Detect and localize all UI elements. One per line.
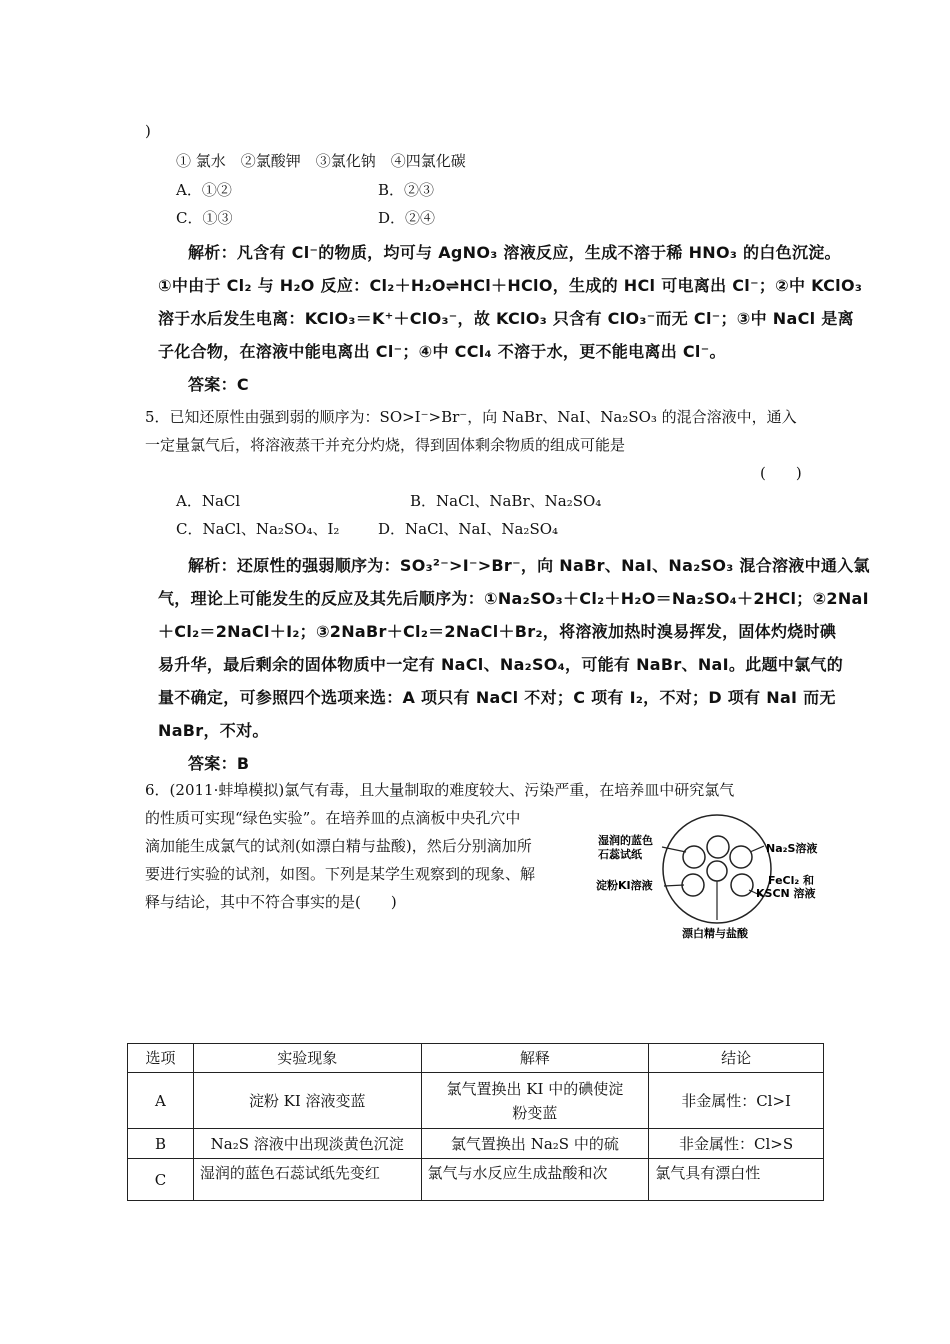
q5-analysis-line: ＋Cl₂＝2NaCl＋I₂；③2NaBr＋Cl₂＝2NaCl＋Br₂，将溶液加热时溴易挥发，固体灼烧时碘 [158, 622, 837, 641]
q4-option-a: A．①② [176, 181, 232, 199]
q4-option-b: B．②③ [378, 181, 435, 199]
q5-option-c: C．NaCl、Na₂SO₄、I₂ [176, 520, 340, 538]
table-header: 选项 [128, 1044, 194, 1073]
q4-option-d: D．②④ [378, 209, 436, 227]
q5-answer: 答案：B [188, 754, 250, 773]
table-header-row [128, 1044, 824, 1073]
table-cell: A [128, 1073, 194, 1129]
petri-dish-diagram [596, 810, 836, 942]
table-cell: C [128, 1159, 194, 1201]
q5-analysis-line: 解析：还原性的强弱顺序为：SO₃²⁻>I⁻>Br⁻，向 NaBr、NaI、Na₂SO₃ 混合溶液中通入氯 [188, 556, 870, 575]
well-top-left [707, 836, 729, 858]
table-cell: 氯气置换出 KI 中的碘使淀粉变蓝 [421, 1073, 649, 1129]
q5-option-a: A．NaCl [176, 492, 241, 510]
q5-analysis-line: 气，理论上可能发生的反应及其先后顺序为：①Na₂SO₃＋Cl₂＋H₂O＝Na₂SO₄＋2HCl；②2NaI [158, 589, 869, 608]
q5-answer-bracket: ( ) [760, 464, 802, 482]
table-cell: 淀粉 KI 溶液变蓝 [193, 1073, 421, 1129]
q4-analysis-line: 解析：凡含有 Cl⁻的物质，均可与 AgNO₃ 溶液反应，生成不溶于稀 HNO₃ 的白色沉淀。 [188, 243, 841, 262]
table-cell: 非金属性：Cl>I [649, 1073, 824, 1129]
table-row [128, 1159, 824, 1201]
q4-analysis-line: ①中由于 Cl₂ 与 H₂O 反应：Cl₂＋H₂O⇌HCl＋HClO，生成的 HCl 可电离出 Cl⁻；②中 KClO₃ [158, 276, 863, 295]
table-cell: 氯气具有漂白性 [649, 1159, 824, 1201]
well-bottom-left [682, 874, 704, 896]
q4-analysis-line: 溶于水后发生电离：KClO₃＝K⁺＋ClO₃⁻，故 KClO₃ 只含有 ClO₃⁻而无 Cl⁻；③中 NaCl 是离 [158, 309, 854, 328]
diagram-label-starch-ki: 淀粉KI溶液 [596, 879, 653, 892]
table-header: 解释 [421, 1044, 649, 1073]
q5-stem-line: 一定量氯气后，将溶液蒸干并充分灼烧，得到固体剩余物质的组成可能是 [145, 436, 626, 454]
well-bottom-right [731, 874, 753, 896]
well-middle [707, 861, 727, 881]
q4-analysis-line: 子化合物，在溶液中能电离出 Cl⁻；④中 CCl₄ 不溶于水，更不能电离出 Cl⁻。 [158, 342, 726, 361]
table-header: 实验现象 [193, 1044, 421, 1073]
q5-analysis-line: 易升华，最后剩余的固体物质中一定有 NaCl、Na₂SO₄，可能有 NaBr、NaI。此题中氯气的 [158, 655, 843, 674]
q4-bracket-tail: ) [145, 122, 151, 140]
q6-stem-line: 要进行实验的试剂，如图。下列是某学生观察到的现象、解 [145, 865, 536, 883]
table-cell: 氯气置换出 Na₂S 中的硫 [421, 1129, 649, 1159]
diagram-label-litmus: 湿润的蓝色 [598, 834, 653, 847]
q4-items: ① 氯水 ②氯酸钾 ③氯化钠 ④四氯化碳 [176, 152, 466, 170]
table-row [128, 1129, 824, 1159]
q6-stem-line: 滴加能生成氯气的试剂(如漂白精与盐酸)，然后分别滴加所 [145, 837, 532, 855]
q4-answer: 答案：C [188, 375, 249, 394]
diagram-label-na2s: Na₂S溶液 [766, 842, 818, 855]
q6-stem-line: 释与结论，其中不符合事实的是( ) [145, 893, 397, 911]
diagram-label-litmus: 石蕊试纸 [598, 848, 642, 861]
q5-stem-line: 5．已知还原性由强到弱的顺序为：SO>I⁻>Br⁻，向 NaBr、NaI、Na₂SO₃ 的混合溶液中，通入 [145, 408, 797, 426]
q5-analysis-line: NaBr，不对。 [158, 721, 269, 740]
q5-option-b: B．NaCl、NaBr、Na₂SO₄ [410, 492, 602, 510]
well-center [730, 846, 752, 868]
diagram-label-kscn: KSCN 溶液 [756, 887, 816, 900]
results-table [127, 1043, 824, 1201]
q5-option-d: D．NaCl、NaI、Na₂SO₄ [378, 520, 559, 538]
table-row [128, 1073, 824, 1129]
diagram-label-fecl2: FeCl₂ 和 [768, 874, 815, 887]
diagram-label-bleach-acid: 漂白精与盐酸 [682, 927, 748, 940]
table-cell: Na₂S 溶液中出现淡黄色沉淀 [193, 1129, 421, 1159]
q6-stem-line: 6．(2011·蚌埠模拟)氯气有毒，且大量制取的难度较大、污染严重，在培养皿中研究氯气 [145, 781, 735, 799]
q5-analysis-line: 量不确定，可参照四个选项来选：A 项只有 NaCl 不对；C 项有 I₂，不对；D 项有 NaI 而无 [158, 688, 836, 707]
table-cell: 非金属性：Cl>S [649, 1129, 824, 1159]
q6-stem-line: 的性质可实现“绿色实验”。在培养皿的点滴板中央孔穴中 [145, 809, 521, 827]
table-cell: 氯气与水反应生成盐酸和次 [421, 1159, 649, 1201]
well-top-right [683, 846, 705, 868]
q4-option-c: C．①③ [176, 209, 233, 227]
table-cell: B [128, 1129, 194, 1159]
table-header: 结论 [649, 1044, 824, 1073]
table-cell: 湿润的蓝色石蕊试纸先变红 [193, 1159, 421, 1201]
